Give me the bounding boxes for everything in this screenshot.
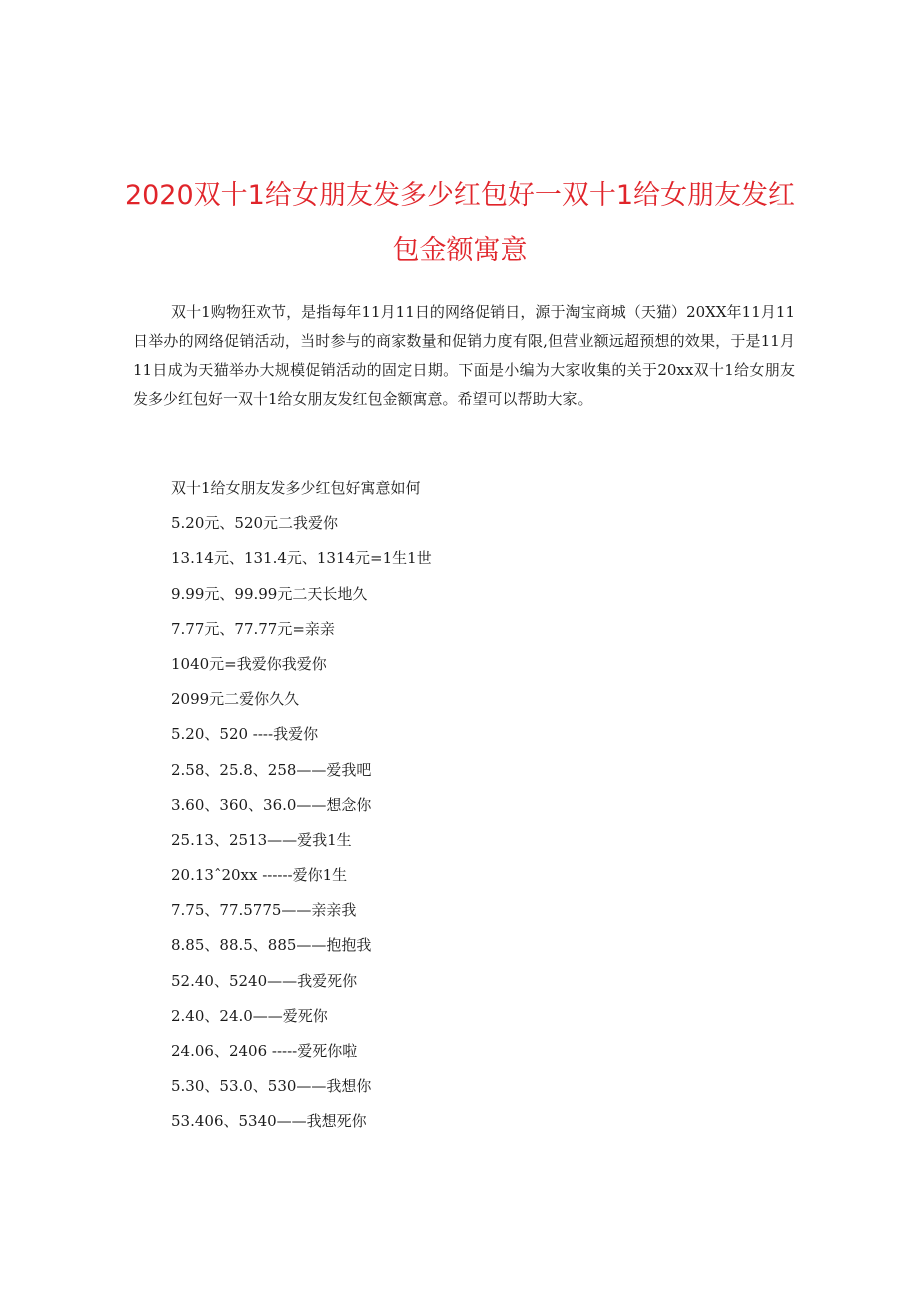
intro-paragraph: 双十1购物狂欢节，是指每年11月11日的网络促销日，源于淘宝商城（天猫）20XX年11月11日举办的网络促销活动，当时参与的商家数量和促销力度有限,但营业额远超预想的效果，于是11月11日成为天猫举办大规模促销活动的固定日期。下面是小编为大家收集的关于20xx双十1给女朋友发多少红包好一双十1给女朋友发红包金额寓意。希望可以帮助大家。	[133, 303, 795, 408]
list-item: 7.75、77.5775——亲亲我	[171, 901, 357, 920]
list-item: 1040元=我爱你我爱你	[171, 654, 327, 673]
list-item: 2.58、25.8、258——爱我吧	[171, 760, 372, 779]
list-heading: 双十1给女朋友发多少红包好寓意如何	[171, 479, 421, 497]
amount-meaning-list	[171, 474, 791, 1143]
list-item: 13.14元、131.4元、1314元=1生1世	[171, 549, 432, 568]
list-item: 9.99元、99.99元二天长地久	[171, 584, 368, 603]
list-item: 8.85、88.5、885——抱抱我	[171, 936, 372, 955]
list-item: 2099元二爱你久久	[171, 690, 300, 709]
list-item: 24.06、2406 -----爱死你啦	[171, 1042, 358, 1060]
document-title: 2020双十1给女朋友发多少红包好一双十1给女朋友发红包金额寓意	[124, 180, 796, 266]
list-item: 5.20、520 ----我爱你	[171, 725, 319, 744]
list-item: 20.13ˆ20xx ------爱你1生	[171, 866, 348, 885]
list-item: 5.30、53.0、530——我想你	[171, 1077, 372, 1096]
list-item: 52.40、5240——我爱死你	[171, 971, 358, 990]
list-item: 5.20元、520元二我爱你	[171, 514, 339, 533]
list-item: 2.40、24.0——爱死你	[171, 1006, 328, 1025]
list-item: 25.13、2513——爱我1生	[171, 830, 352, 849]
list-item: 3.60、360、36.0——想念你	[171, 795, 372, 814]
list-item: 53.406、5340——我想死你	[171, 1112, 367, 1131]
list-item: 7.77元、77.77元=亲亲	[171, 619, 335, 638]
